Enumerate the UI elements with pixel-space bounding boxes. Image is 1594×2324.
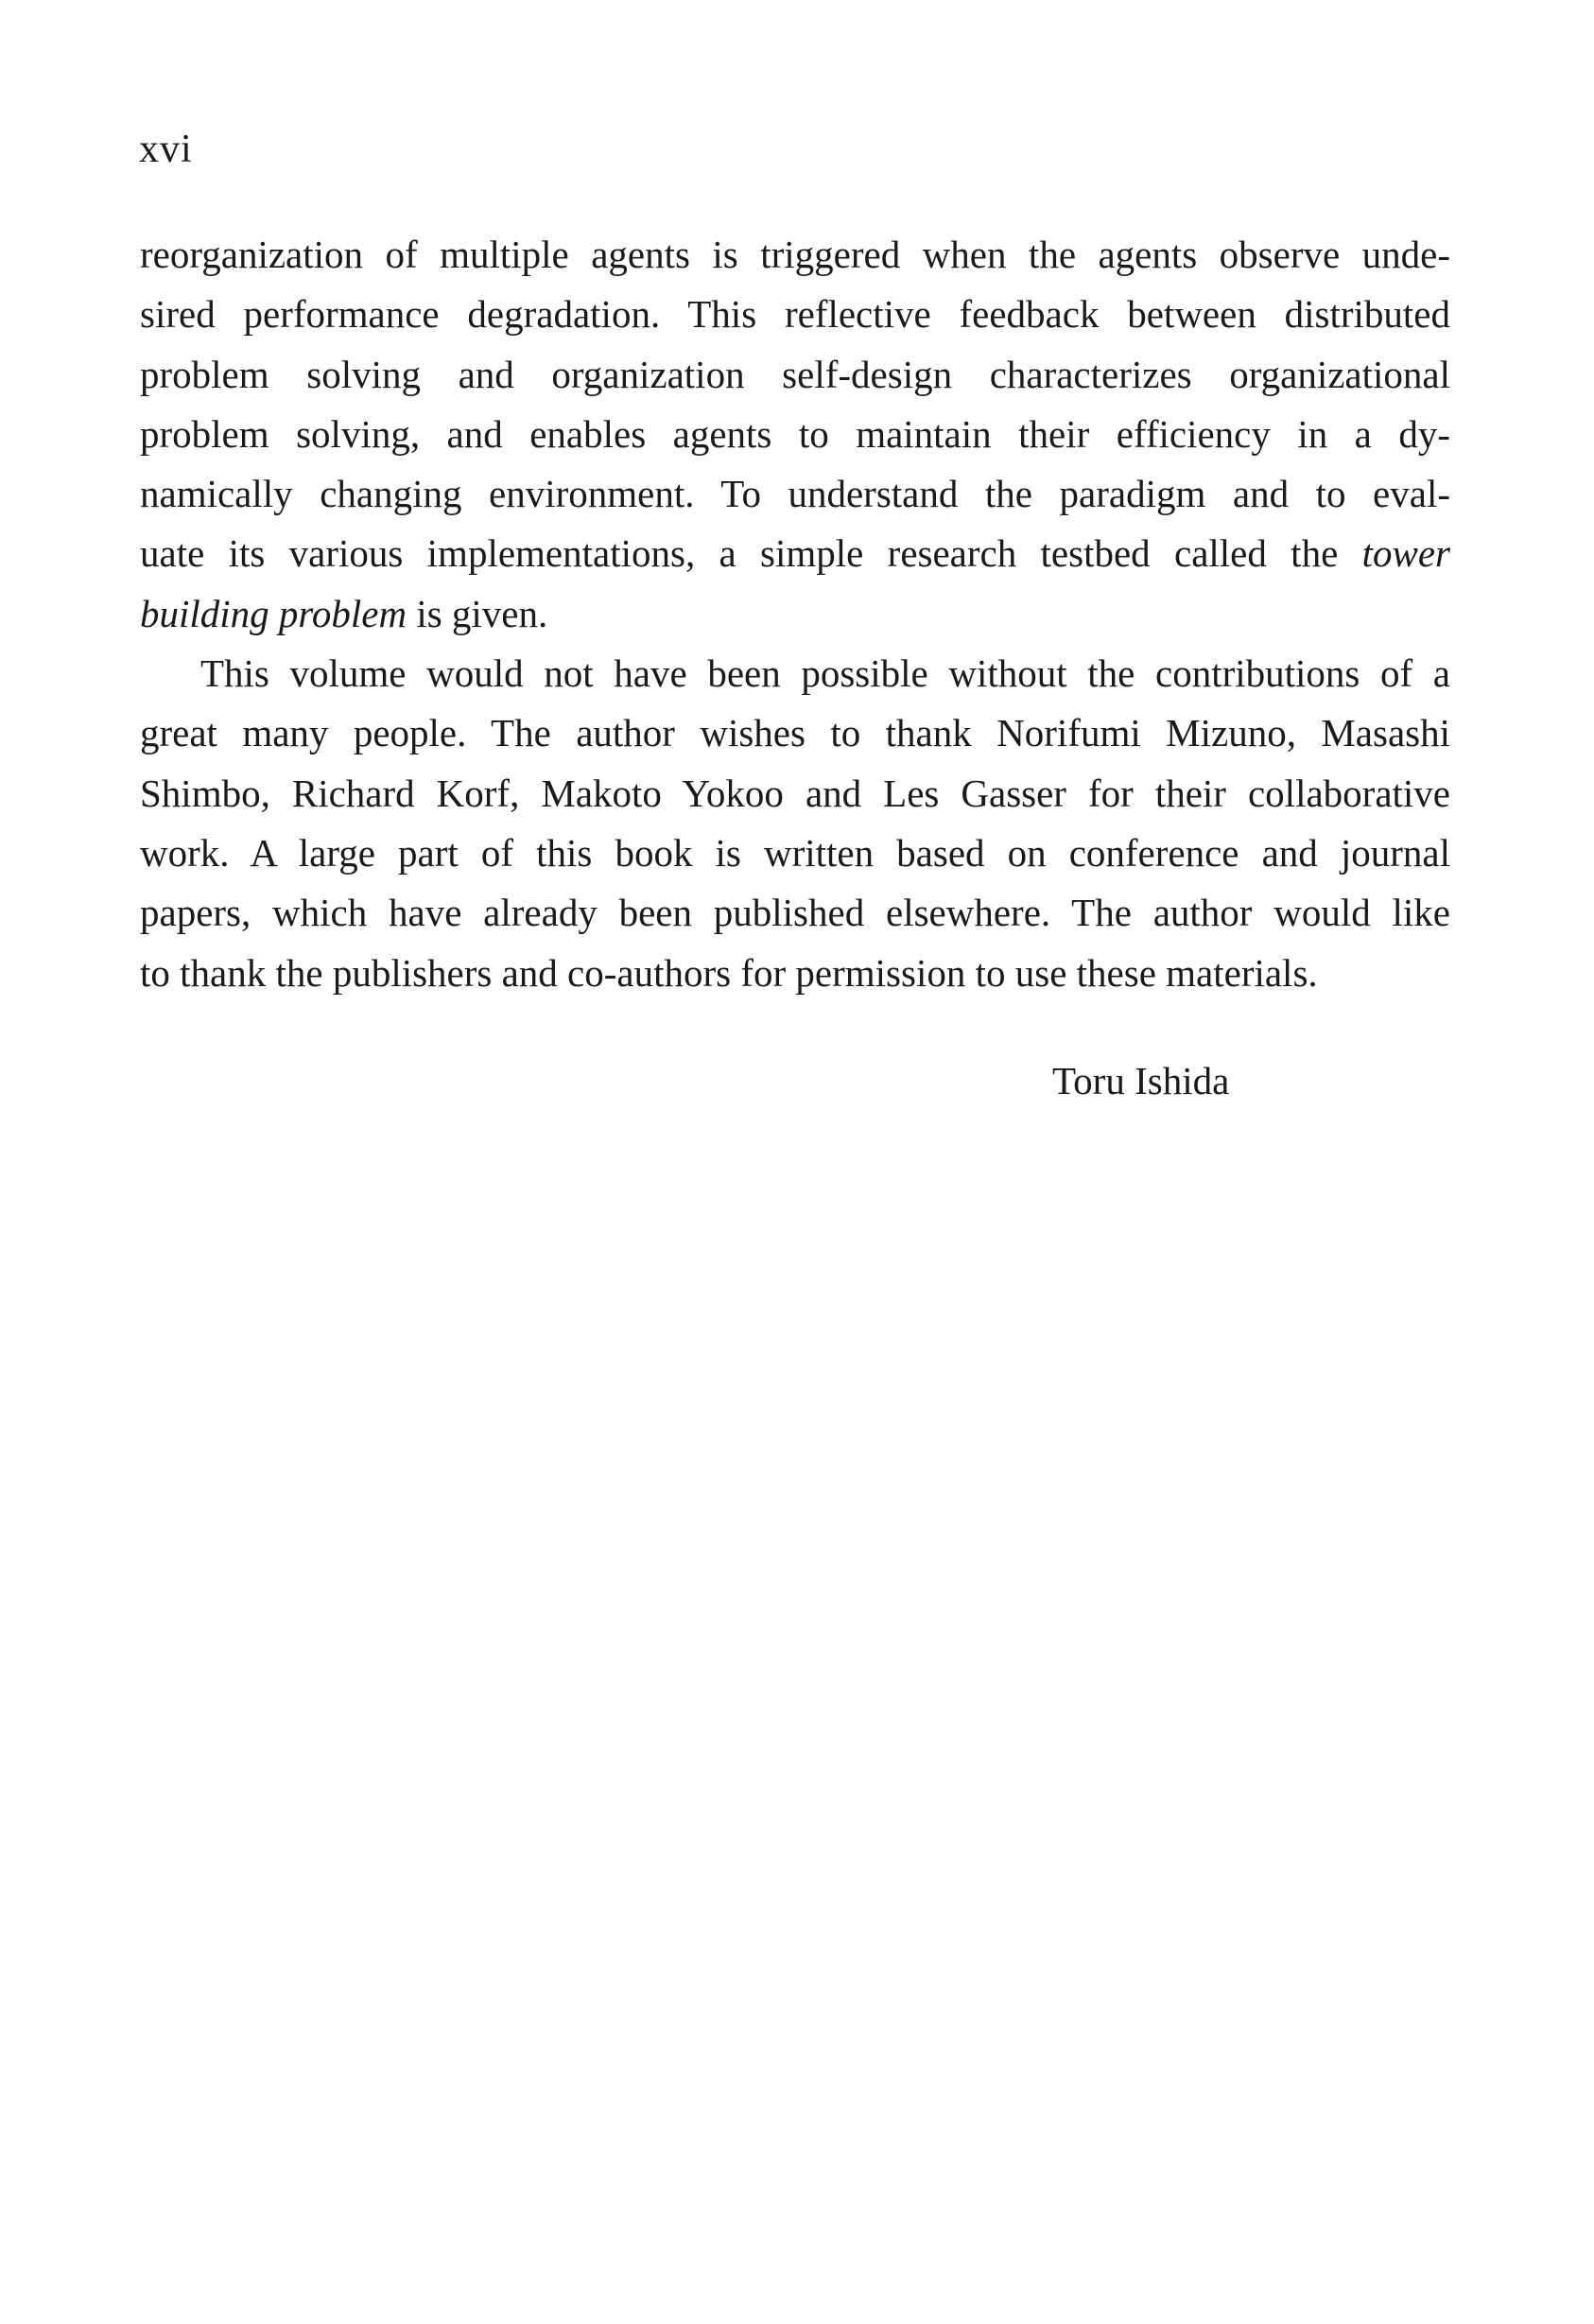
text-line: Shimbo, Richard Korf, Makoto Yokoo and Les Gasser for their collaborative <box>140 771 1450 815</box>
text-line <box>140 524 1450 583</box>
text-line: problem solving and organization self-design characterizes organizational <box>140 352 1450 396</box>
text-line: sired performance degradation. This reflective feedback between distributed <box>140 292 1450 337</box>
text-line: namically changing environment. To understand the paradigm and to eval- <box>140 472 1450 516</box>
paragraph-acknowledgments <box>140 644 1450 1003</box>
text-line: work. A large part of this book is written based on conference and journal <box>140 830 1450 875</box>
text-segment: uate its various implementations, a simple research testbed called the <box>140 531 1362 576</box>
text-segment: is given. <box>407 591 548 635</box>
text-line: great many people. The author wishes to thank Norifumi Mizuno, Masashi <box>140 711 1450 755</box>
text-line: papers, which have already been published elsewhere. The author would like <box>140 891 1450 935</box>
text-line: This volume would not have been possible without the contributions of a <box>200 651 1450 696</box>
emphasis-term: tower <box>1361 531 1450 576</box>
author-signature: Toru Ishida <box>1052 1059 1230 1102</box>
page-number: xvi <box>139 128 193 171</box>
text-line: reorganization of multiple agents is triggered when the agents observe unde- <box>140 233 1450 276</box>
text-line: problem solving, and enables agents to maintain their efficiency in a dy- <box>140 411 1450 456</box>
paragraph-organizational-problem-solving <box>140 225 1450 644</box>
text-line <box>140 584 1450 644</box>
text-line: to thank the publishers and co-authors for permission to use these materials. <box>140 950 1318 995</box>
body-text <box>140 225 1450 1003</box>
emphasis-term: building problem <box>140 591 407 635</box>
